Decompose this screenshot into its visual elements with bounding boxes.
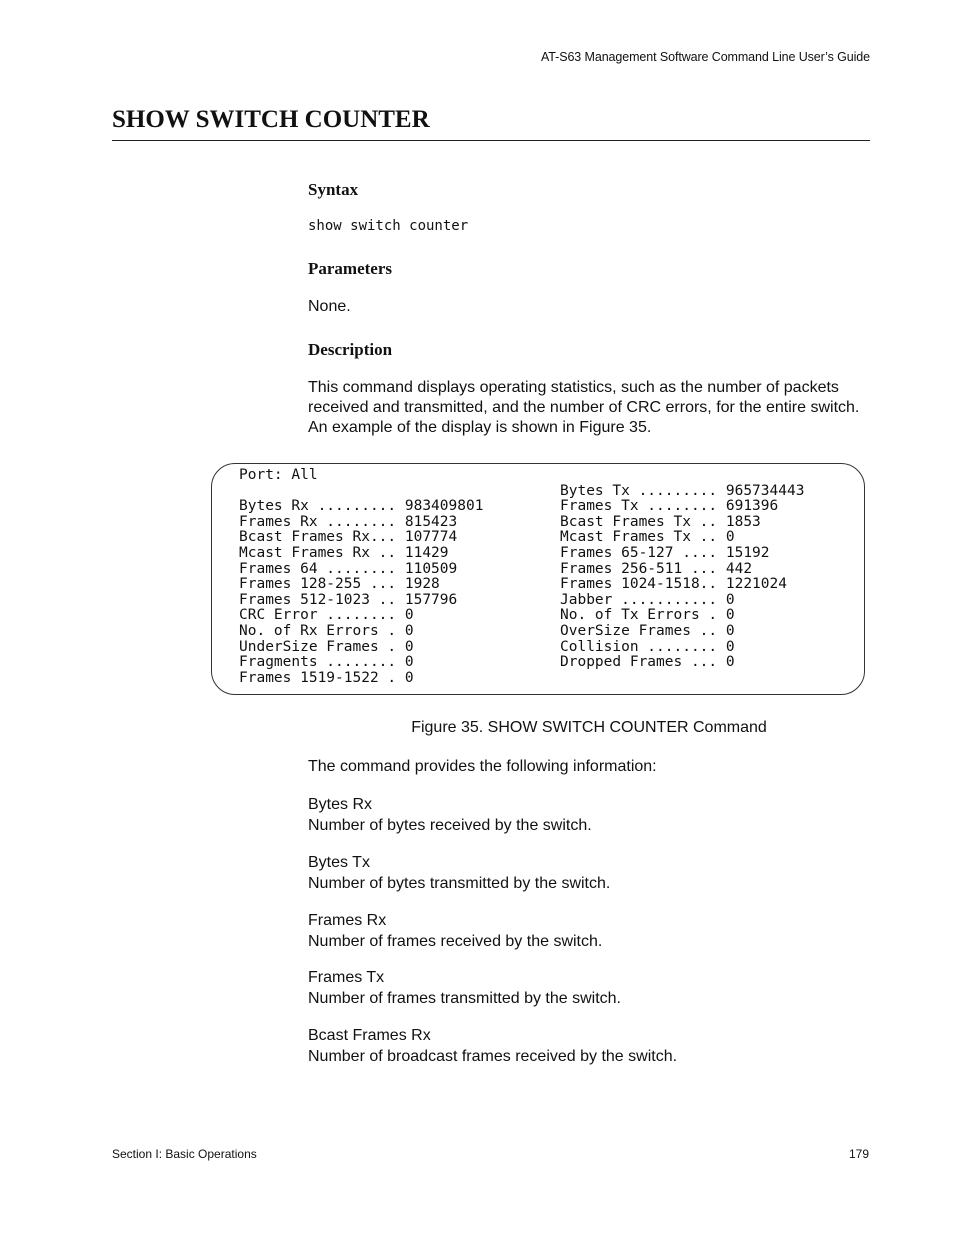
field-name: Frames Tx	[308, 969, 385, 986]
figure-left-column	[239, 468, 483, 686]
counter-line: OverSize Frames .. 0	[560, 622, 735, 639]
counter-line: Bytes Tx ......... 965734443	[560, 482, 805, 499]
counter-line: Frames 256-511 ... 442	[560, 560, 753, 577]
page-title: SHOW SWITCH COUNTER	[112, 106, 430, 133]
syntax-command: show switch counter	[308, 218, 469, 234]
field-entry	[308, 852, 868, 894]
counter-line: Bcast Frames Tx .. 1853	[560, 513, 761, 530]
field-name: Frames Rx	[308, 912, 387, 929]
footer-section-label: Section I: Basic Operations	[112, 1147, 257, 1161]
port-line: Port: All	[239, 467, 318, 483]
field-entry	[308, 794, 868, 836]
counter-line: Bcast Frames Rx... 107774	[239, 529, 458, 546]
page-number: 179	[848, 1147, 869, 1161]
counter-line: Frames 65-127 .... 15192	[560, 544, 770, 561]
field-entry	[308, 910, 868, 952]
parameters-text: None.	[308, 298, 351, 315]
counter-line: Frames 64 ........ 110509	[239, 560, 458, 577]
counter-line: Frames 128-255 ... 1928	[239, 576, 440, 593]
counter-line: CRC Error ........ 0	[239, 607, 414, 624]
counter-line: Collision ........ 0	[560, 638, 735, 655]
field-entry	[308, 967, 868, 1009]
field-description: Number of frames received by the switch.	[308, 933, 603, 950]
field-description: Number of bytes received by the switch.	[308, 817, 592, 834]
counter-line: UnderSize Frames . 0	[239, 638, 414, 655]
counter-line: Frames 512-1023 .. 157796	[239, 591, 458, 608]
field-name: Bytes Tx	[308, 854, 370, 871]
parameters-heading: Parameters	[308, 259, 393, 278]
counter-line: No. of Tx Errors . 0	[560, 607, 735, 624]
description-heading: Description	[308, 340, 393, 359]
counter-line: Fragments ........ 0	[239, 654, 414, 671]
syntax-heading: Syntax	[308, 180, 359, 199]
figure-right-column	[560, 468, 804, 671]
field-entry	[308, 1025, 868, 1067]
field-name: Bcast Frames Rx	[308, 1027, 431, 1044]
field-description: Number of frames transmitted by the switch.	[308, 990, 621, 1007]
field-description: Number of broadcast frames received by the switch.	[308, 1048, 678, 1065]
figure-caption: Figure 35. SHOW SWITCH COUNTER Command	[411, 719, 767, 736]
counter-line: Bytes Rx ......... 983409801	[239, 498, 484, 515]
field-description: Number of bytes transmitted by the switch.	[308, 875, 611, 892]
counter-line: Frames Rx ........ 815423	[239, 513, 458, 530]
counter-line: Mcast Frames Tx .. 0	[560, 529, 735, 546]
counter-line: No. of Rx Errors . 0	[239, 622, 414, 639]
info-intro: The command provides the following information:	[308, 758, 657, 775]
description-text: This command displays operating statistics, such as the number of packets received and transmitted, and the number of CRC errors, for the entire switch. An example of the display is shown in Figure 35.	[308, 379, 860, 436]
counter-line: Frames 1024-1518.. 1221024	[560, 576, 787, 593]
title-divider	[112, 140, 870, 141]
running-header: AT-S63 Management Software Command Line User’s Guide	[541, 50, 870, 64]
counter-line: Jabber ........... 0	[560, 591, 735, 608]
counter-line: Mcast Frames Rx .. 11429	[239, 544, 449, 561]
counter-line: Dropped Frames ... 0	[560, 654, 735, 671]
field-name: Bytes Rx	[308, 796, 373, 813]
counter-line: Frames Tx ........ 691396	[560, 498, 779, 515]
counter-line: Frames 1519-1522 . 0	[239, 669, 414, 686]
